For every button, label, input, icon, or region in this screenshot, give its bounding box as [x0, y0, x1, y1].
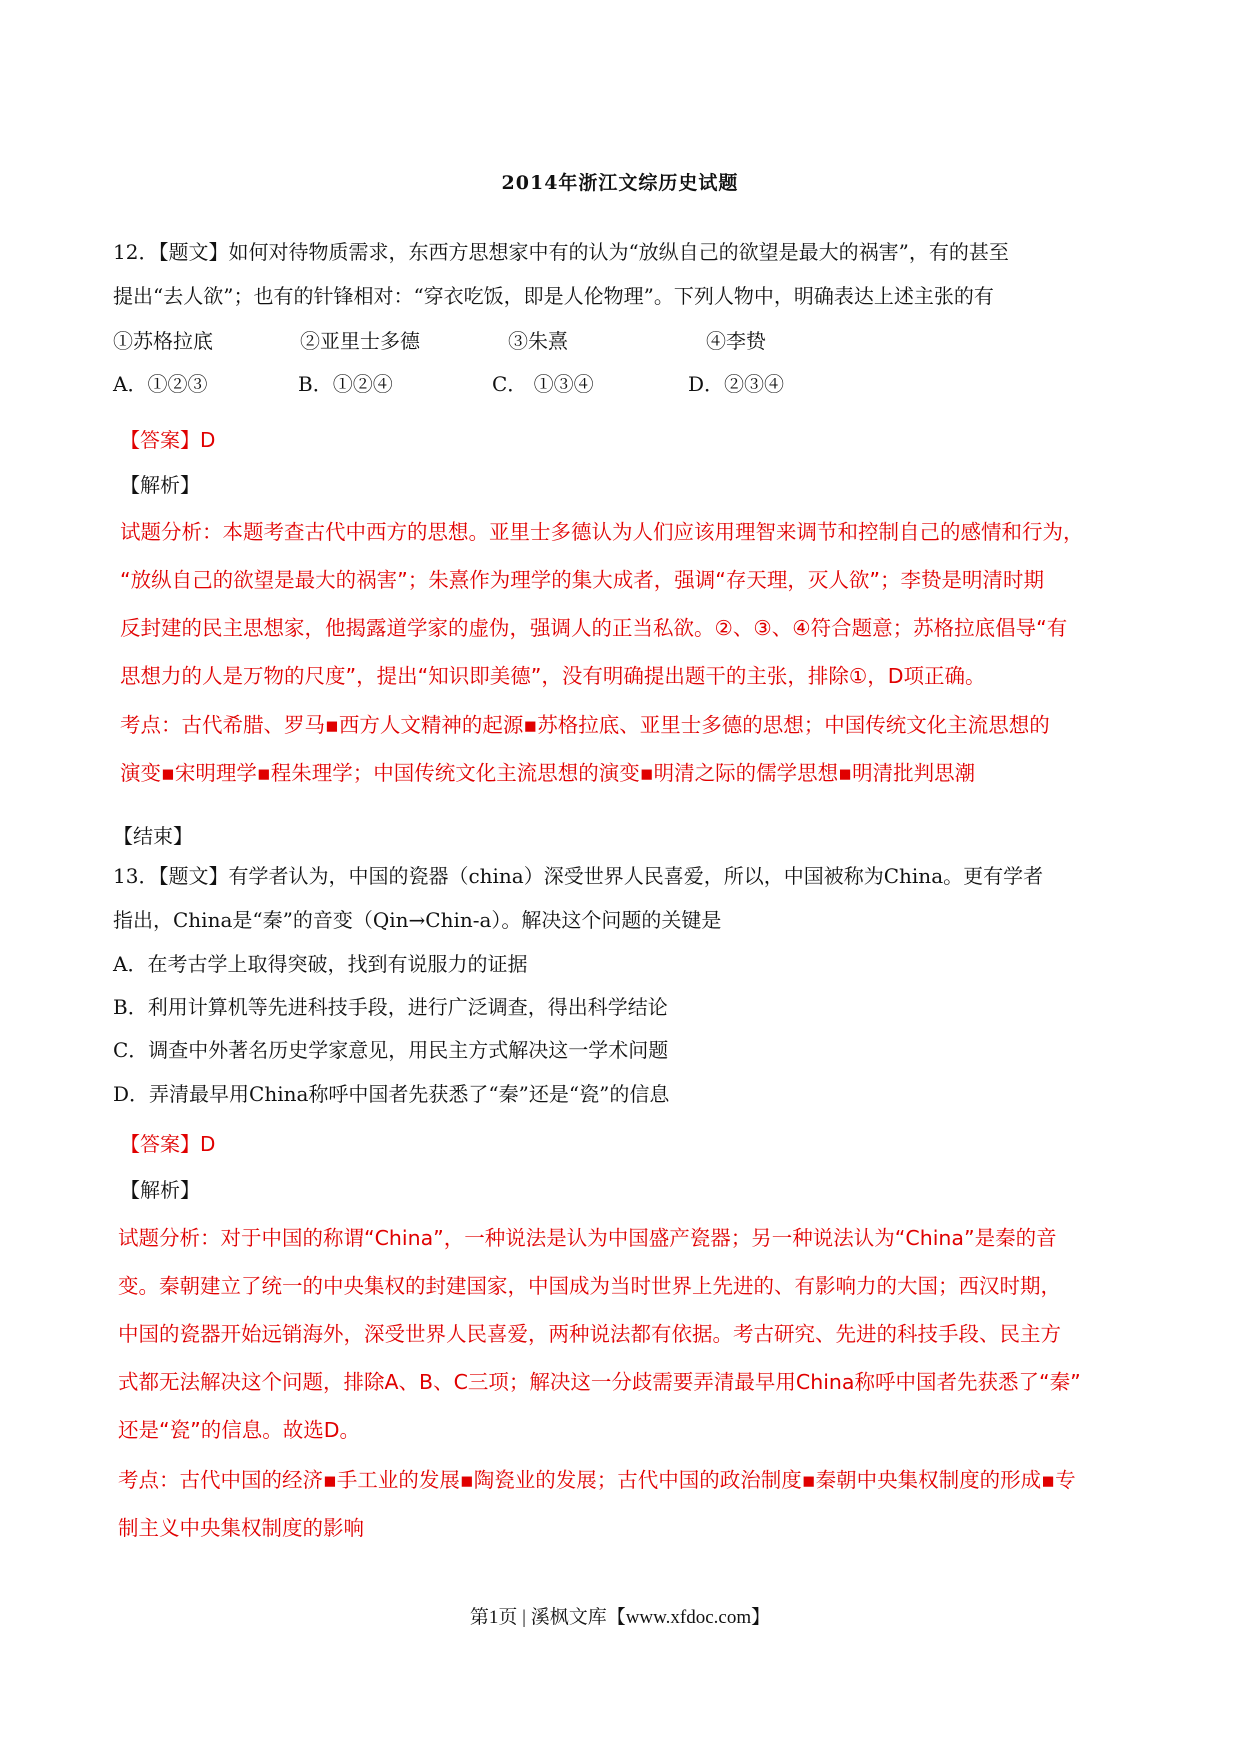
page-title: 2014年浙江文综历史试题	[501, 172, 739, 194]
q12-analysis-tag: 【解析】	[120, 473, 200, 497]
q12-analysis-line-2: “放纵自己的欲望是最大的祸害”；朱熹作为理学的集大成者，强调“存天理，灭人欲”；李贽是明清时期	[120, 568, 1044, 592]
q12-stem-line-1: 12．【题文】如何对待物质需求，东西方思想家中有的认为“放纵自己的欲望是最大的祸害”，有的甚至	[113, 240, 1009, 264]
q13-analysis-line-1: 试题分析：对于中国的称谓“China”，一种说法是认为中国盛产瓷器；另一种说法认为“China”是秦的音	[118, 1226, 1057, 1250]
q12-analysis-line-1: 试题分析：本题考查古代中西方的思想。亚里士多德认为人们应该用理智来调节和控制自己的感情和行为，	[120, 520, 1084, 544]
q12-option-a: A．①②③	[113, 372, 208, 396]
q12-item-4: ④李贽	[706, 329, 766, 353]
q13-kaodian-line-2: 制主义中央集权制度的影响	[118, 1516, 364, 1540]
q12-kaodian-line-1: 考点：古代希腊、罗马▪西方人文精神的起源▪苏格拉底、亚里士多德的思想；中国传统文化主流思想的	[120, 713, 1050, 737]
q12-item-2: ②亚里士多德	[300, 329, 420, 353]
q12-analysis-line-3: 反封建的民主思想家，他揭露道学家的虚伪，强调人的正当私欲。②、③、④符合题意；苏格拉底倡导“有	[120, 616, 1068, 640]
q13-analysis-line-3: 中国的瓷器开始远销海外，深受世界人民喜爱，两种说法都有依据。考古研究、先进的科技手段、民主方	[118, 1322, 1061, 1346]
q13-stem-line-1: 13．【题文】有学者认为，中国的瓷器（china）深受世界人民喜爱，所以，中国被称为China。更有学者	[113, 864, 1044, 888]
q12-end-tag: 【结束】	[113, 824, 193, 848]
q12-stem-line-2: 提出“去人欲”；也有的针锋相对：“穿衣吃饭，即是人伦物理”。下列人物中，明确表达上述主张的有	[113, 284, 994, 308]
q13-option-d: D．弄清最早用China称呼中国者先获悉了“秦”还是“瓷”的信息	[113, 1082, 670, 1106]
q12-item-1: ①苏格拉底	[113, 329, 213, 353]
q13-analysis-line-2: 变。秦朝建立了统一的中央集权的封建国家，中国成为当时世界上先进的、有影响力的大国；西汉时期，	[118, 1274, 1061, 1298]
q13-analysis-tag: 【解析】	[120, 1178, 200, 1202]
q13-analysis-line-4: 式都无法解决这个问题，排除A、B、C三项；解决这一分歧需要弄清最早用China称呼中国者先获悉了“秦”	[118, 1370, 1081, 1394]
q13-stem-line-2: 指出，China是“秦”的音变（Qin→Chin-a）。解决这个问题的关键是	[113, 908, 722, 932]
q13-analysis-line-5: 还是“瓷”的信息。故选D。	[118, 1418, 361, 1442]
q12-option-c: C． ①③④	[492, 372, 594, 396]
q12-item-3: ③朱熹	[508, 329, 568, 353]
q13-kaodian-line-1: 考点：古代中国的经济▪手工业的发展▪陶瓷业的发展；古代中国的政治制度▪秦朝中央集权制度的形成▪专	[118, 1468, 1076, 1492]
q13-option-a: A．在考古学上取得突破，找到有说服力的证据	[113, 952, 528, 976]
q13-option-b: B．利用计算机等先进科技手段，进行广泛调查，得出科学结论	[113, 995, 668, 1019]
page-footer: 第1页 | 溪枫文库【www.xfdoc.com】	[469, 1607, 771, 1628]
q12-analysis-line-4: 思想力的人是万物的尺度”，提出“知识即美德”，没有明确提出题干的主张，排除①，D项正确。	[120, 664, 986, 688]
q13-answer: 【答案】D	[120, 1132, 216, 1156]
q12-option-d: D．②③④	[688, 372, 785, 396]
q13-option-c: C．调查中外著名历史学家意见，用民主方式解决这一学术问题	[113, 1038, 669, 1062]
q12-option-b: B．①②④	[298, 372, 393, 396]
q12-kaodian-line-2: 演变▪宋明理学▪程朱理学；中国传统文化主流思想的演变▪明清之际的儒学思想▪明清批判思潮	[120, 761, 976, 785]
q12-answer: 【答案】D	[120, 428, 216, 452]
